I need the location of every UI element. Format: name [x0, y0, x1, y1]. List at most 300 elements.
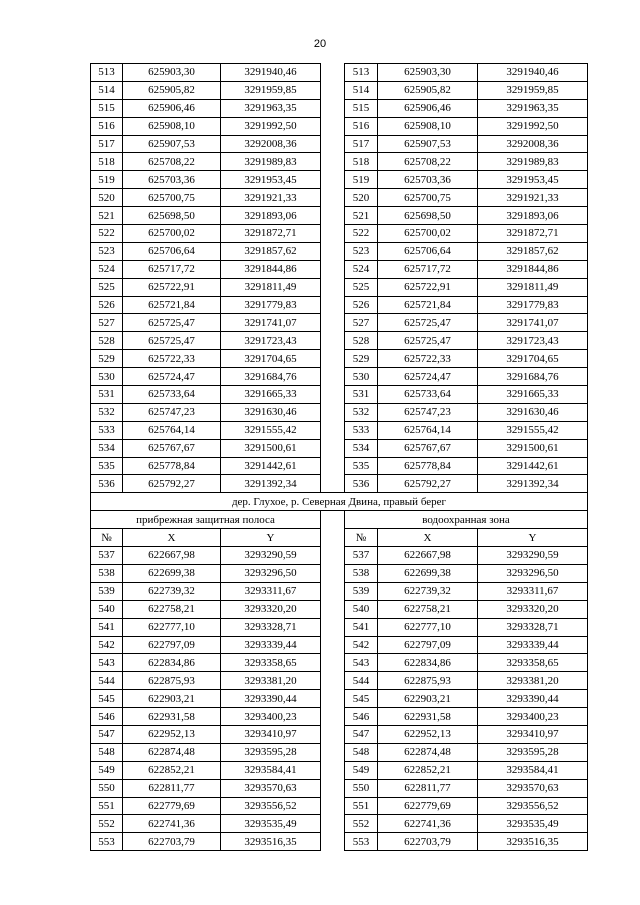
top-coordinates-section [91, 64, 588, 493]
left-num-cell: 540 [91, 600, 123, 618]
table-row [91, 260, 588, 278]
column-gap [321, 350, 345, 368]
column-gap [321, 242, 345, 260]
right-num-cell: 538 [345, 564, 378, 582]
right-y-cell: 3291893,06 [478, 207, 588, 225]
right-num-cell: 523 [345, 242, 378, 260]
left-num-cell: 537 [91, 547, 123, 565]
right-y-header: Y [478, 529, 588, 547]
left-num-cell: 543 [91, 654, 123, 672]
column-gap [321, 511, 345, 529]
left-y-cell: 3291953,45 [221, 171, 321, 189]
left-num-cell: 518 [91, 153, 123, 171]
table-row [91, 833, 588, 851]
column-gap [321, 314, 345, 332]
column-gap [321, 207, 345, 225]
left-x-cell: 622811,77 [123, 779, 221, 797]
left-y-cell: 3293311,67 [221, 582, 321, 600]
column-gap [321, 779, 345, 797]
right-num-cell: 550 [345, 779, 378, 797]
table-row [91, 654, 588, 672]
column-gap [321, 421, 345, 439]
left-x-cell: 625703,36 [123, 171, 221, 189]
table-row [91, 403, 588, 421]
left-y-cell: 3291959,85 [221, 81, 321, 99]
left-num-cell: 553 [91, 833, 123, 851]
left-y-cell: 3291723,43 [221, 332, 321, 350]
right-y-cell: 3293290,59 [478, 547, 588, 565]
table-row [91, 153, 588, 171]
section-header [91, 493, 588, 547]
page-number: 20 [313, 38, 327, 50]
left-x-cell: 622852,21 [123, 761, 221, 779]
left-num-cell: 547 [91, 725, 123, 743]
right-x-cell: 625703,36 [378, 171, 478, 189]
right-y-cell: 3293311,67 [478, 582, 588, 600]
left-y-cell: 3293290,59 [221, 547, 321, 565]
right-y-cell: 3291811,49 [478, 278, 588, 296]
right-x-cell: 622667,98 [378, 547, 478, 565]
right-num-cell: 517 [345, 135, 378, 153]
left-x-cell: 625708,22 [123, 153, 221, 171]
right-num-cell: 516 [345, 117, 378, 135]
right-num-cell: 551 [345, 797, 378, 815]
left-y-header: Y [221, 529, 321, 547]
right-x-cell: 625906,46 [378, 99, 478, 117]
right-num-cell: 553 [345, 833, 378, 851]
left-y-cell: 3291940,46 [221, 64, 321, 82]
right-y-cell: 3291963,35 [478, 99, 588, 117]
right-y-cell: 3291953,45 [478, 171, 588, 189]
left-x-cell: 625706,64 [123, 242, 221, 260]
left-x-cell: 622667,98 [123, 547, 221, 565]
left-x-cell: 622874,48 [123, 743, 221, 761]
right-x-cell: 625725,47 [378, 314, 478, 332]
table-row [91, 225, 588, 243]
left-x-cell: 622797,09 [123, 636, 221, 654]
left-num-cell: 536 [91, 475, 123, 493]
right-x-cell: 625747,23 [378, 403, 478, 421]
right-num-cell: 548 [345, 743, 378, 761]
right-y-cell: 3291989,83 [478, 153, 588, 171]
right-y-cell: 3291844,86 [478, 260, 588, 278]
right-num-cell: 521 [345, 207, 378, 225]
left-y-cell: 3291872,71 [221, 225, 321, 243]
left-num-cell: 517 [91, 135, 123, 153]
left-y-cell: 3293516,35 [221, 833, 321, 851]
right-y-cell: 3293320,20 [478, 600, 588, 618]
column-gap [321, 690, 345, 708]
right-y-cell: 3291630,46 [478, 403, 588, 421]
left-y-cell: 3291741,07 [221, 314, 321, 332]
right-num-cell: 520 [345, 189, 378, 207]
right-y-cell: 3291684,76 [478, 368, 588, 386]
right-y-cell: 3291665,33 [478, 386, 588, 404]
right-x-cell: 622779,69 [378, 797, 478, 815]
column-gap [321, 296, 345, 314]
left-x-cell: 622739,32 [123, 582, 221, 600]
left-num-cell: 513 [91, 64, 123, 82]
left-num-cell: 535 [91, 457, 123, 475]
column-gap [321, 171, 345, 189]
right-x-cell: 625706,64 [378, 242, 478, 260]
table-row [91, 708, 588, 726]
column-gap [321, 547, 345, 565]
left-num-cell: 516 [91, 117, 123, 135]
right-y-cell: 3293381,20 [478, 672, 588, 690]
left-y-cell: 3293381,20 [221, 672, 321, 690]
column-header-row [91, 529, 588, 547]
right-num-cell: 528 [345, 332, 378, 350]
left-num-cell: 524 [91, 260, 123, 278]
right-y-cell: 3291442,61 [478, 457, 588, 475]
right-y-cell: 3293516,35 [478, 833, 588, 851]
right-x-cell: 622834,86 [378, 654, 478, 672]
right-y-cell: 3293410,97 [478, 725, 588, 743]
left-x-header: X [123, 529, 221, 547]
table-row [91, 564, 588, 582]
left-x-cell: 622758,21 [123, 600, 221, 618]
left-x-cell: 625722,33 [123, 350, 221, 368]
left-y-cell: 3291963,35 [221, 99, 321, 117]
table-row [91, 368, 588, 386]
right-x-cell: 622852,21 [378, 761, 478, 779]
section-title: дер. Глухое, р. Северная Двина, правый берег [91, 493, 588, 511]
left-num-cell: 522 [91, 225, 123, 243]
table-row [91, 797, 588, 815]
left-num-cell: 530 [91, 368, 123, 386]
right-y-cell: 3291555,42 [478, 421, 588, 439]
table-row [91, 278, 588, 296]
right-x-cell: 625764,14 [378, 421, 478, 439]
coordinates-table [90, 63, 588, 851]
left-num-cell: 534 [91, 439, 123, 457]
right-zone-title: водоохранная зона [345, 511, 588, 529]
left-x-cell: 625906,46 [123, 99, 221, 117]
left-y-cell: 3291779,83 [221, 296, 321, 314]
left-y-cell: 3293584,41 [221, 761, 321, 779]
right-y-cell: 3291392,34 [478, 475, 588, 493]
column-gap [321, 260, 345, 278]
section-title-row [91, 493, 588, 511]
left-num-cell: 531 [91, 386, 123, 404]
left-y-cell: 3291665,33 [221, 386, 321, 404]
left-x-cell: 625724,47 [123, 368, 221, 386]
left-num-header: № [91, 529, 123, 547]
column-gap [321, 81, 345, 99]
right-y-cell: 3291704,65 [478, 350, 588, 368]
left-num-cell: 549 [91, 761, 123, 779]
left-y-cell: 3293535,49 [221, 815, 321, 833]
left-x-cell: 625725,47 [123, 314, 221, 332]
right-x-cell: 625792,27 [378, 475, 478, 493]
right-x-cell: 622931,58 [378, 708, 478, 726]
right-x-cell: 622703,79 [378, 833, 478, 851]
right-num-cell: 539 [345, 582, 378, 600]
left-y-cell: 3293410,97 [221, 725, 321, 743]
table-row [91, 64, 588, 82]
table-row [91, 457, 588, 475]
column-gap [321, 743, 345, 761]
table-row [91, 242, 588, 260]
table-row [91, 332, 588, 350]
left-y-cell: 3291684,76 [221, 368, 321, 386]
table-row [91, 439, 588, 457]
table-row [91, 636, 588, 654]
column-gap [321, 708, 345, 726]
left-x-cell: 625792,27 [123, 475, 221, 493]
left-num-cell: 525 [91, 278, 123, 296]
right-x-cell: 625767,67 [378, 439, 478, 457]
right-num-cell: 549 [345, 761, 378, 779]
left-x-cell: 622777,10 [123, 618, 221, 636]
left-y-cell: 3293296,50 [221, 564, 321, 582]
table-row [91, 189, 588, 207]
left-y-cell: 3293390,44 [221, 690, 321, 708]
table-row [91, 743, 588, 761]
right-x-cell: 622699,38 [378, 564, 478, 582]
table-row [91, 314, 588, 332]
column-gap [321, 636, 345, 654]
right-num-cell: 547 [345, 725, 378, 743]
right-num-cell: 526 [345, 296, 378, 314]
left-x-cell: 625717,72 [123, 260, 221, 278]
column-gap [321, 117, 345, 135]
table-row [91, 99, 588, 117]
left-y-cell: 3292008,36 [221, 135, 321, 153]
right-y-cell: 3291723,43 [478, 332, 588, 350]
left-x-cell: 622779,69 [123, 797, 221, 815]
left-num-cell: 529 [91, 350, 123, 368]
right-x-cell: 625908,10 [378, 117, 478, 135]
right-x-cell: 622903,21 [378, 690, 478, 708]
right-y-cell: 3292008,36 [478, 135, 588, 153]
left-x-cell: 622699,38 [123, 564, 221, 582]
left-x-cell: 625905,82 [123, 81, 221, 99]
right-x-cell: 622741,36 [378, 815, 478, 833]
right-x-cell: 622797,09 [378, 636, 478, 654]
left-x-cell: 622703,79 [123, 833, 221, 851]
right-num-cell: 545 [345, 690, 378, 708]
right-num-cell: 532 [345, 403, 378, 421]
table-row [91, 81, 588, 99]
left-num-cell: 532 [91, 403, 123, 421]
table-row [91, 117, 588, 135]
column-gap [321, 368, 345, 386]
left-y-cell: 3293556,52 [221, 797, 321, 815]
left-y-cell: 3293400,23 [221, 708, 321, 726]
table-row [91, 171, 588, 189]
table-row [91, 725, 588, 743]
table-row [91, 582, 588, 600]
table-row [91, 600, 588, 618]
right-num-cell: 535 [345, 457, 378, 475]
left-num-cell: 515 [91, 99, 123, 117]
left-num-cell: 538 [91, 564, 123, 582]
right-num-cell: 522 [345, 225, 378, 243]
right-x-cell: 622811,77 [378, 779, 478, 797]
table-row [91, 350, 588, 368]
column-gap [321, 225, 345, 243]
right-x-cell: 625724,47 [378, 368, 478, 386]
table-row [91, 475, 588, 493]
left-num-cell: 523 [91, 242, 123, 260]
right-x-cell: 625700,75 [378, 189, 478, 207]
left-num-cell: 527 [91, 314, 123, 332]
column-gap [321, 457, 345, 475]
left-y-cell: 3291704,65 [221, 350, 321, 368]
left-x-cell: 622834,86 [123, 654, 221, 672]
left-num-cell: 521 [91, 207, 123, 225]
table-row [91, 618, 588, 636]
left-num-cell: 539 [91, 582, 123, 600]
right-x-cell: 625698,50 [378, 207, 478, 225]
bottom-coordinates-section [91, 547, 588, 851]
column-gap [321, 654, 345, 672]
left-y-cell: 3291992,50 [221, 117, 321, 135]
right-x-cell: 622952,13 [378, 725, 478, 743]
column-gap [321, 64, 345, 82]
right-x-cell: 625903,30 [378, 64, 478, 82]
left-x-cell: 625700,75 [123, 189, 221, 207]
left-x-cell: 625903,30 [123, 64, 221, 82]
right-x-header: X [378, 529, 478, 547]
column-gap [321, 332, 345, 350]
column-gap [321, 403, 345, 421]
right-y-cell: 3293390,44 [478, 690, 588, 708]
table-row [91, 779, 588, 797]
right-y-cell: 3291779,83 [478, 296, 588, 314]
right-x-cell: 625722,33 [378, 350, 478, 368]
left-y-cell: 3291989,83 [221, 153, 321, 171]
right-num-cell: 534 [345, 439, 378, 457]
column-gap [321, 815, 345, 833]
left-num-cell: 519 [91, 171, 123, 189]
right-y-cell: 3293339,44 [478, 636, 588, 654]
right-num-cell: 525 [345, 278, 378, 296]
right-y-cell: 3291741,07 [478, 314, 588, 332]
right-num-cell: 514 [345, 81, 378, 99]
right-num-cell: 530 [345, 368, 378, 386]
right-num-cell: 515 [345, 99, 378, 117]
left-num-cell: 542 [91, 636, 123, 654]
right-y-cell: 3293328,71 [478, 618, 588, 636]
right-num-cell: 544 [345, 672, 378, 690]
right-y-cell: 3293556,52 [478, 797, 588, 815]
right-x-cell: 622758,21 [378, 600, 478, 618]
left-y-cell: 3291630,46 [221, 403, 321, 421]
left-y-cell: 3293595,28 [221, 743, 321, 761]
right-y-cell: 3293570,63 [478, 779, 588, 797]
right-x-cell: 625907,53 [378, 135, 478, 153]
table-row [91, 672, 588, 690]
left-x-cell: 622931,58 [123, 708, 221, 726]
left-y-cell: 3291555,42 [221, 421, 321, 439]
table-row [91, 421, 588, 439]
column-gap [321, 833, 345, 851]
left-x-cell: 625733,64 [123, 386, 221, 404]
right-x-cell: 625733,64 [378, 386, 478, 404]
right-x-cell: 625905,82 [378, 81, 478, 99]
right-x-cell: 625778,84 [378, 457, 478, 475]
table-row [91, 815, 588, 833]
left-y-cell: 3291921,33 [221, 189, 321, 207]
left-y-cell: 3291392,34 [221, 475, 321, 493]
left-x-cell: 625700,02 [123, 225, 221, 243]
left-x-cell: 625908,10 [123, 117, 221, 135]
left-x-cell: 622741,36 [123, 815, 221, 833]
column-gap [321, 475, 345, 493]
right-x-cell: 625721,84 [378, 296, 478, 314]
column-gap [321, 153, 345, 171]
left-x-cell: 625698,50 [123, 207, 221, 225]
left-num-cell: 520 [91, 189, 123, 207]
right-num-cell: 536 [345, 475, 378, 493]
column-gap [321, 386, 345, 404]
left-num-cell: 548 [91, 743, 123, 761]
left-num-cell: 528 [91, 332, 123, 350]
table-row [91, 386, 588, 404]
column-gap [321, 761, 345, 779]
column-gap [321, 99, 345, 117]
left-x-cell: 625747,23 [123, 403, 221, 421]
right-x-cell: 625725,47 [378, 332, 478, 350]
table-row [91, 135, 588, 153]
column-gap [321, 672, 345, 690]
column-gap [321, 618, 345, 636]
left-x-cell: 622952,13 [123, 725, 221, 743]
right-num-cell: 513 [345, 64, 378, 82]
right-num-cell: 540 [345, 600, 378, 618]
left-y-cell: 3293339,44 [221, 636, 321, 654]
right-num-cell: 531 [345, 386, 378, 404]
left-y-cell: 3291500,61 [221, 439, 321, 457]
right-y-cell: 3291921,33 [478, 189, 588, 207]
right-y-cell: 3291872,71 [478, 225, 588, 243]
right-num-cell: 529 [345, 350, 378, 368]
left-y-cell: 3291857,62 [221, 242, 321, 260]
left-num-cell: 544 [91, 672, 123, 690]
right-num-cell: 537 [345, 547, 378, 565]
right-num-cell: 533 [345, 421, 378, 439]
left-y-cell: 3291811,49 [221, 278, 321, 296]
column-gap [321, 797, 345, 815]
right-x-cell: 622739,32 [378, 582, 478, 600]
table-row [91, 761, 588, 779]
right-num-cell: 524 [345, 260, 378, 278]
left-num-cell: 533 [91, 421, 123, 439]
zone-titles-row [91, 511, 588, 529]
left-y-cell: 3291844,86 [221, 260, 321, 278]
table-row [91, 207, 588, 225]
right-y-cell: 3293358,65 [478, 654, 588, 672]
right-y-cell: 3293595,28 [478, 743, 588, 761]
right-num-cell: 543 [345, 654, 378, 672]
left-num-cell: 545 [91, 690, 123, 708]
column-gap [321, 135, 345, 153]
right-y-cell: 3291959,85 [478, 81, 588, 99]
table-row [91, 296, 588, 314]
right-num-cell: 552 [345, 815, 378, 833]
left-y-cell: 3293358,65 [221, 654, 321, 672]
left-x-cell: 625778,84 [123, 457, 221, 475]
right-x-cell: 625717,72 [378, 260, 478, 278]
right-y-cell: 3293535,49 [478, 815, 588, 833]
column-gap [321, 189, 345, 207]
left-num-cell: 551 [91, 797, 123, 815]
left-y-cell: 3293320,20 [221, 600, 321, 618]
column-gap [321, 582, 345, 600]
